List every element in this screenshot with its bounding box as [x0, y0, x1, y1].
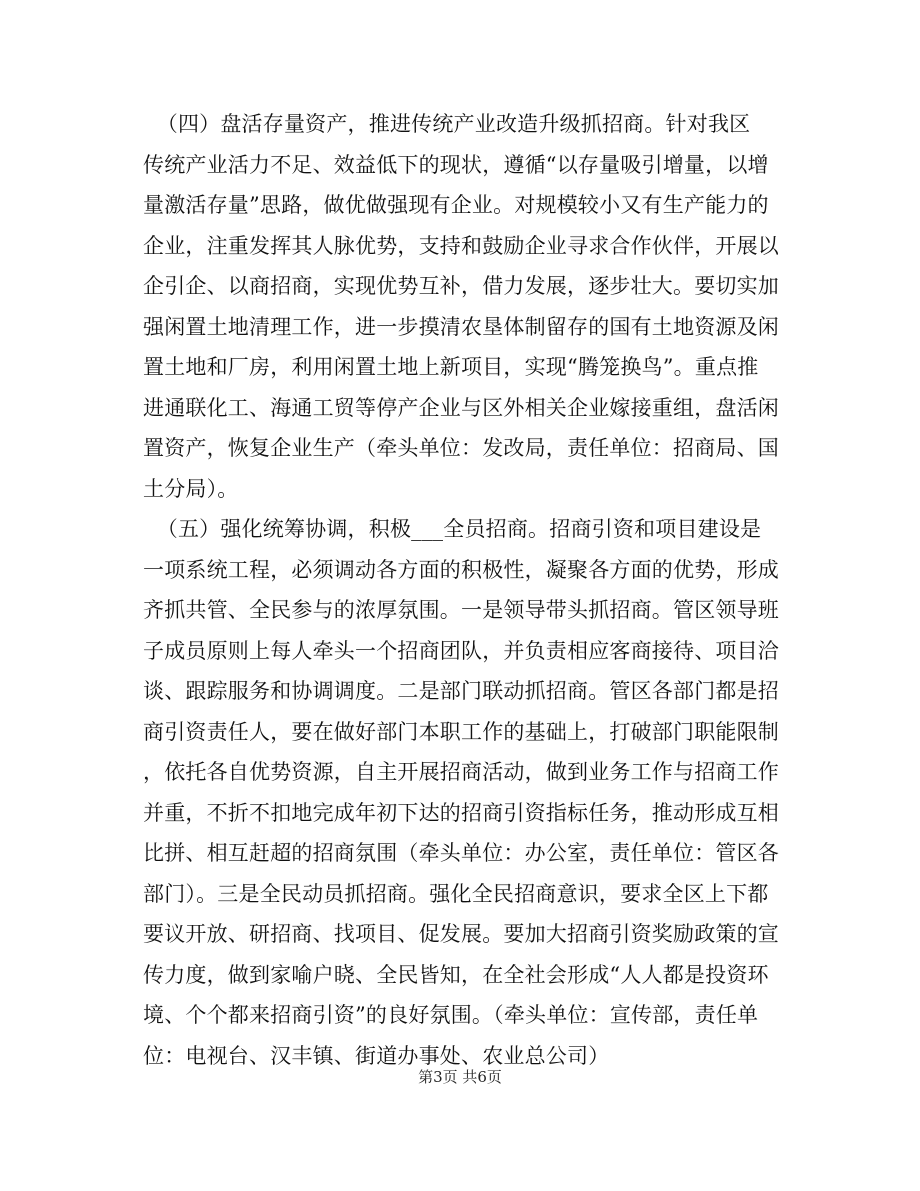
text-line: 置资产，恢复企业生产（牵头单位：发改局，责任单位：招商局、国	[143, 436, 779, 460]
text-line: 进通联化工、海通工贸等停产企业与区外相关企业嫁接重组，盘活闲	[143, 395, 779, 420]
text-line: 置土地和厂房，利用闲置土地上新项目，实现“腾笼换鸟”。重点推	[143, 355, 759, 379]
text-line: 企业，注重发挥其人脉优势，支持和鼓励企业寻求合作伙伴，开展以	[143, 233, 779, 258]
text-line: （四）盘活存量资产，推进传统产业改造升级抓招商。针对我区	[143, 112, 751, 136]
text-line: 一项系统工程，必须调动各方面的积极性，凝聚各方面的优势，形成	[143, 557, 779, 582]
page-footer: 第3页 共6页	[418, 1068, 502, 1086]
text-line: 并重，不折不扣地完成年初下达的招商引资指标任务，推动形成互相	[143, 800, 779, 825]
text-line: 企引企、以商招商，实现优势互补，借力发展，逐步壮大。要切实加	[143, 274, 779, 298]
text-line: 传力度，做到家喻户晓、全民皆知，在全社会形成“人人都是投资环	[143, 962, 769, 987]
text-line: 要议开放、研招商、找项目、促发展。要加大招商引资奖励政策的宣	[143, 922, 779, 946]
text-line: 量激活存量”思路，做优做强现有企业。对规模较小又有生产能力的	[143, 193, 769, 217]
text-line: ，依托各自优势资源，自主开展招商活动，做到业务工作与招商工作	[143, 760, 779, 784]
text-line: 位：电视台、汉丰镇、街道办事处、农业总公司）	[143, 1043, 610, 1068]
text-line: 境、个个都来招商引资”的良好氛围。（牵头单位：宣传部，责任单	[143, 1003, 759, 1027]
document-body	[143, 104, 803, 1076]
text-line: 商引资责任人，要在做好部门本职工作的基础上，打破部门职能限制	[143, 719, 779, 744]
text-line: 传统产业活力不足、效益低下的现状，遵循“以存量吸引增量，以增	[143, 152, 769, 177]
text-line: 比拼、相互赶超的招商氛围（牵头单位：办公室，责任单位：管区各	[143, 841, 779, 865]
text-line: 土分局）。	[143, 476, 239, 501]
text-line: （五）强化统筹协调，积极___全员招商。招商引资和项目建设是	[143, 517, 762, 541]
text-line: 齐抓共管、全民参与的浓厚氛围。一是领导带头抓招商。管区领导班	[143, 598, 779, 622]
text-line: 谈、跟踪服务和协调调度。二是部门联动抓招商。管区各部门都是招	[143, 679, 779, 703]
text-line: 子成员原则上每人牵头一个招商团队，并负责相应客商接待、项目洽	[143, 638, 779, 663]
text-line: 部门）。三是全民动员抓招商。强化全民招商意识，要求全区上下都	[143, 881, 769, 906]
text-line: 强闲置土地清理工作，进一步摸清农垦体制留存的国有土地资源及闲	[143, 314, 779, 339]
